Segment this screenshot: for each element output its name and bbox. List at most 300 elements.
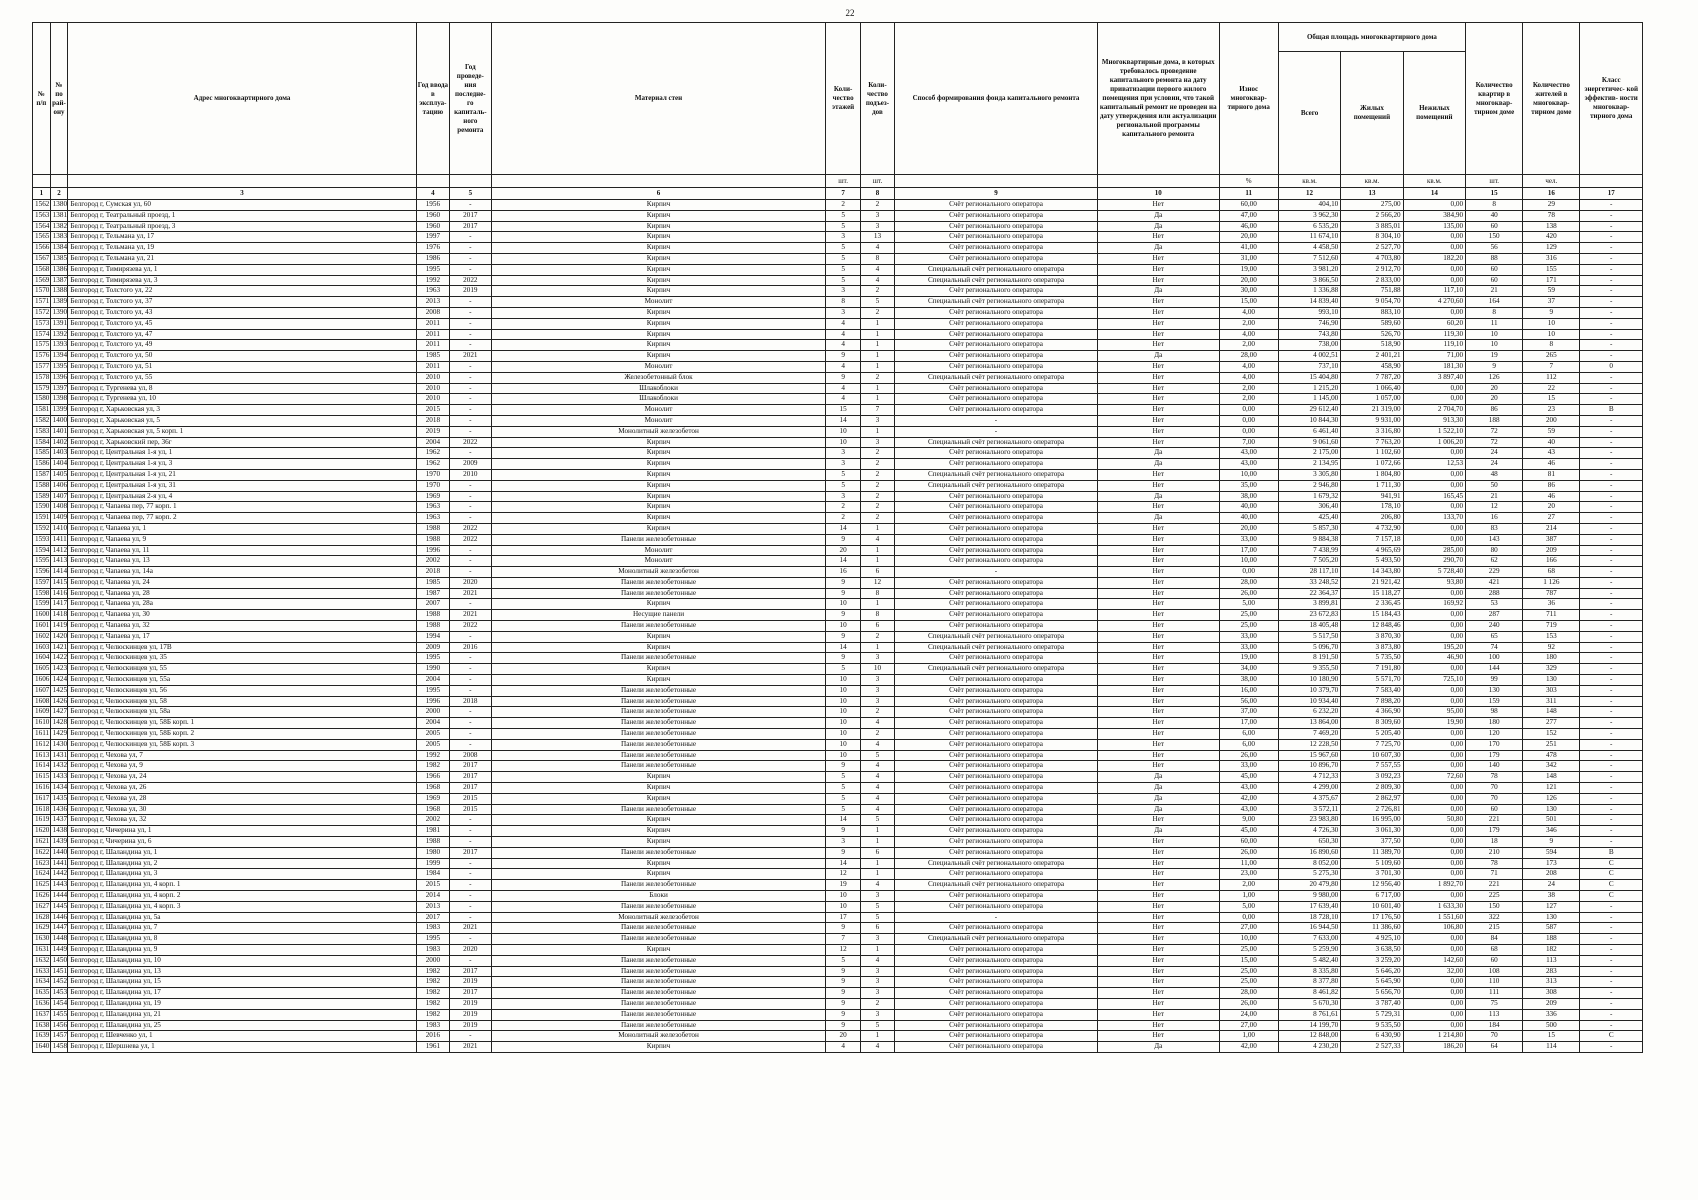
residents: 27 <box>1523 513 1580 524</box>
year-built: 1990 <box>416 664 449 675</box>
area-residential: 3 787,40 <box>1341 998 1403 1009</box>
energy-class: - <box>1580 480 1643 491</box>
header-fund-method: Способ формирования фонда капитального ремонта <box>895 23 1098 175</box>
repair-required: Да <box>1097 513 1219 524</box>
fund-method: Счёт регионального оператора <box>895 653 1098 664</box>
wall-material: Панели железобетонные <box>491 977 826 988</box>
row-index: 1621 <box>33 837 51 848</box>
apartments: 288 <box>1466 588 1523 599</box>
energy-class: - <box>1580 1042 1643 1053</box>
district-index: 1414 <box>50 567 68 578</box>
apartments: 40 <box>1466 210 1523 221</box>
fund-method: Специальный счёт регионального оператора <box>895 934 1098 945</box>
address: Белгород г, Шаландина ул, 4 корп. 3 <box>68 901 416 912</box>
table-row <box>33 253 1643 264</box>
energy-class: - <box>1580 253 1643 264</box>
column-number: 14 <box>1403 188 1465 200</box>
floors: 9 <box>826 998 860 1009</box>
wear-percent: 47,00 <box>1219 210 1278 221</box>
district-index: 1423 <box>50 664 68 675</box>
residents: 500 <box>1523 1020 1580 1031</box>
residents: 171 <box>1523 275 1580 286</box>
year-built: 1983 <box>416 944 449 955</box>
area-residential: 11 389,70 <box>1341 847 1403 858</box>
energy-class: - <box>1580 437 1643 448</box>
wall-material: Панели железобетонные <box>491 988 826 999</box>
row-index: 1638 <box>33 1020 51 1031</box>
area-total: 7 469,20 <box>1278 729 1340 740</box>
header-area-total: Всего <box>1278 52 1340 175</box>
year-built: 1997 <box>416 232 449 243</box>
row-index: 1635 <box>33 988 51 999</box>
fund-method: Специальный счёт регионального оператора <box>895 880 1098 891</box>
address: Белгород г, Чичерина ул, 6 <box>68 837 416 848</box>
residents: 283 <box>1523 966 1580 977</box>
column-number: 4 <box>416 188 449 200</box>
wall-material: Панели железобетонные <box>491 1009 826 1020</box>
address: Белгород г, Центральная 1-я ул, 21 <box>68 469 416 480</box>
last-repair-year: 2017 <box>450 761 492 772</box>
fund-method: Счёт регионального оператора <box>895 351 1098 362</box>
address: Белгород г, Чапаева ул, 28 <box>68 588 416 599</box>
area-residential: 7 898,20 <box>1341 696 1403 707</box>
address: Белгород г, Челюскинцев ул, 55 <box>68 664 416 675</box>
address: Белгород г, Толстого ул, 47 <box>68 329 416 340</box>
address: Белгород г, Харьковский пер, 36г <box>68 437 416 448</box>
table-row <box>33 685 1643 696</box>
area-total: 17 639,40 <box>1278 901 1340 912</box>
row-index: 1562 <box>33 200 51 211</box>
area-nonresidential: 182,20 <box>1403 253 1465 264</box>
area-nonresidential: 0,00 <box>1403 685 1465 696</box>
apartments: 111 <box>1466 988 1523 999</box>
apartments: 210 <box>1466 847 1523 858</box>
wall-material: Кирпич <box>491 502 826 513</box>
residents: 10 <box>1523 329 1580 340</box>
area-residential: 1 057,00 <box>1341 394 1403 405</box>
area-residential: 9 931,00 <box>1341 415 1403 426</box>
address: Белгород г, Толстого ул, 51 <box>68 361 416 372</box>
area-total: 4 458,50 <box>1278 243 1340 254</box>
wear-percent: 43,00 <box>1219 783 1278 794</box>
district-index: 1449 <box>50 944 68 955</box>
floors: 4 <box>826 394 860 405</box>
district-index: 1384 <box>50 243 68 254</box>
last-repair-year: 2018 <box>450 696 492 707</box>
year-built: 2015 <box>416 405 449 416</box>
row-index: 1627 <box>33 901 51 912</box>
last-repair-year: 2017 <box>450 966 492 977</box>
entrances: 1 <box>860 523 894 534</box>
district-index: 1393 <box>50 340 68 351</box>
residents: 346 <box>1523 826 1580 837</box>
floors: 4 <box>826 340 860 351</box>
table-row <box>33 988 1643 999</box>
residents: 59 <box>1523 426 1580 437</box>
row-index: 1598 <box>33 588 51 599</box>
residents: 15 <box>1523 394 1580 405</box>
year-built: 1986 <box>416 253 449 264</box>
address: Белгород г, Чапаева пер, 77 корп. 1 <box>68 502 416 513</box>
area-nonresidential: 0,00 <box>1403 307 1465 318</box>
energy-class: - <box>1580 469 1643 480</box>
wear-percent: 26,00 <box>1219 750 1278 761</box>
wear-percent: 40,00 <box>1219 502 1278 513</box>
area-residential: 2 527,70 <box>1341 243 1403 254</box>
row-index: 1563 <box>33 210 51 221</box>
table-row <box>33 577 1643 588</box>
unit-cell <box>33 175 51 188</box>
residents: 7 <box>1523 361 1580 372</box>
wear-percent: 33,00 <box>1219 642 1278 653</box>
header-wall-material: Материал стен <box>491 23 826 175</box>
apartments: 70 <box>1466 1031 1523 1042</box>
floors: 9 <box>826 610 860 621</box>
area-residential: 3 870,30 <box>1341 631 1403 642</box>
entrances: 4 <box>860 880 894 891</box>
fund-method: Счёт регионального оператора <box>895 966 1098 977</box>
table-row <box>33 243 1643 254</box>
area-total: 3 962,30 <box>1278 210 1340 221</box>
apartments: 53 <box>1466 599 1523 610</box>
address: Белгород г, Челюскинцев ул, 58Б корп. 1 <box>68 718 416 729</box>
area-total: 738,00 <box>1278 340 1340 351</box>
wall-material: Монолитный железобетон <box>491 567 826 578</box>
column-number: 11 <box>1219 188 1278 200</box>
district-index: 1402 <box>50 437 68 448</box>
apartments: 150 <box>1466 232 1523 243</box>
repair-required: Нет <box>1097 318 1219 329</box>
last-repair-year: 2019 <box>450 1020 492 1031</box>
table-row <box>33 545 1643 556</box>
area-total: 6 232,20 <box>1278 707 1340 718</box>
wall-material: Панели железобетонные <box>491 729 826 740</box>
residents: 129 <box>1523 243 1580 254</box>
residents: 38 <box>1523 891 1580 902</box>
year-built: 2014 <box>416 891 449 902</box>
district-index: 1445 <box>50 901 68 912</box>
energy-class: В <box>1580 405 1643 416</box>
year-built: 2010 <box>416 394 449 405</box>
residents: 251 <box>1523 739 1580 750</box>
fund-method: Счёт регионального оператора <box>895 718 1098 729</box>
repair-required: Нет <box>1097 901 1219 912</box>
wear-percent: 46,00 <box>1219 221 1278 232</box>
district-index: 1410 <box>50 523 68 534</box>
header-area-group: Общая площадь многоквартирного дома <box>1278 23 1465 52</box>
wall-material: Кирпич <box>491 793 826 804</box>
area-total: 7 438,99 <box>1278 545 1340 556</box>
district-index: 1422 <box>50 653 68 664</box>
apartments: 421 <box>1466 577 1523 588</box>
wear-percent: 4,00 <box>1219 307 1278 318</box>
year-built: 1982 <box>416 966 449 977</box>
repair-required: Нет <box>1097 955 1219 966</box>
area-nonresidential: 0,00 <box>1403 944 1465 955</box>
area-nonresidential: 181,30 <box>1403 361 1465 372</box>
fund-method: Счёт регионального оператора <box>895 804 1098 815</box>
wear-percent: 34,00 <box>1219 664 1278 675</box>
district-index: 1382 <box>50 221 68 232</box>
address: Белгород г, Толстого ул, 22 <box>68 286 416 297</box>
repair-required: Нет <box>1097 567 1219 578</box>
column-number: 6 <box>491 188 826 200</box>
area-nonresidential: 5 728,40 <box>1403 567 1465 578</box>
residents: 92 <box>1523 642 1580 653</box>
floors: 9 <box>826 653 860 664</box>
wear-percent: 60,00 <box>1219 837 1278 848</box>
address: Белгород г, Челюскинцев ул, 55а <box>68 675 416 686</box>
apartments: 143 <box>1466 534 1523 545</box>
area-total: 1 679,32 <box>1278 491 1340 502</box>
address: Белгород г, Театральный проезд, 3 <box>68 221 416 232</box>
area-nonresidential: 0,00 <box>1403 977 1465 988</box>
area-residential: 5 646,20 <box>1341 966 1403 977</box>
wear-percent: 28,00 <box>1219 577 1278 588</box>
floors: 14 <box>826 523 860 534</box>
last-repair-year: 2021 <box>450 351 492 362</box>
area-total: 2 946,80 <box>1278 480 1340 491</box>
area-nonresidential: 3 897,40 <box>1403 372 1465 383</box>
floors: 4 <box>826 1042 860 1053</box>
last-repair-year: - <box>450 405 492 416</box>
energy-class: - <box>1580 210 1643 221</box>
wall-material: Кирпич <box>491 318 826 329</box>
entrances: 4 <box>860 718 894 729</box>
wall-material: Панели железобетонные <box>491 966 826 977</box>
wear-percent: 19,00 <box>1219 653 1278 664</box>
wall-material: Кирпич <box>491 858 826 869</box>
district-index: 1396 <box>50 372 68 383</box>
floors: 10 <box>826 750 860 761</box>
address: Белгород г, Чехова ул, 7 <box>68 750 416 761</box>
energy-class: - <box>1580 307 1643 318</box>
area-residential: 3 061,30 <box>1341 826 1403 837</box>
area-residential: 1 804,80 <box>1341 469 1403 480</box>
last-repair-year: - <box>450 491 492 502</box>
area-nonresidential: 165,45 <box>1403 491 1465 502</box>
repair-required: Нет <box>1097 1020 1219 1031</box>
row-index: 1586 <box>33 459 51 470</box>
repair-required: Нет <box>1097 675 1219 686</box>
last-repair-year: 2020 <box>450 577 492 588</box>
wall-material: Кирпич <box>491 523 826 534</box>
address: Белгород г, Толстого ул, 43 <box>68 307 416 318</box>
repair-required: Да <box>1097 351 1219 362</box>
wall-material: Кирпич <box>491 232 826 243</box>
area-nonresidential: 0,00 <box>1403 750 1465 761</box>
fund-method: Специальный счёт регионального оператора <box>895 642 1098 653</box>
entrances: 3 <box>860 221 894 232</box>
address: Белгород г, Театральный проезд, 1 <box>68 210 416 221</box>
year-built: 2013 <box>416 297 449 308</box>
address: Белгород г, Чапаева ул, 30 <box>68 610 416 621</box>
area-nonresidential: 0,00 <box>1403 804 1465 815</box>
address: Белгород г, Тимирязева ул, 3 <box>68 275 416 286</box>
repair-required: Нет <box>1097 426 1219 437</box>
table-row <box>33 631 1643 642</box>
fund-method: Счёт регионального оператора <box>895 383 1098 394</box>
repair-required: Нет <box>1097 621 1219 632</box>
repair-required: Нет <box>1097 1031 1219 1042</box>
year-built: 1968 <box>416 804 449 815</box>
energy-class: С <box>1580 1031 1643 1042</box>
last-repair-year: 2021 <box>450 923 492 934</box>
energy-class: - <box>1580 372 1643 383</box>
year-built: 1988 <box>416 621 449 632</box>
residents: 587 <box>1523 923 1580 934</box>
table-row <box>33 513 1643 524</box>
area-total: 16 944,50 <box>1278 923 1340 934</box>
wear-percent: 20,00 <box>1219 275 1278 286</box>
header-area-nonresidential: Нежилых помещений <box>1403 52 1465 175</box>
table-row <box>33 437 1643 448</box>
wear-percent: 26,00 <box>1219 847 1278 858</box>
fund-method: Счёт регионального оператора <box>895 923 1098 934</box>
area-nonresidential: 1 522,10 <box>1403 426 1465 437</box>
wear-percent: 43,00 <box>1219 448 1278 459</box>
repair-required: Да <box>1097 459 1219 470</box>
wall-material: Кирпич <box>491 340 826 351</box>
header-floors: Коли- чество этажей <box>826 23 860 175</box>
fund-method: Счёт регионального оператора <box>895 1031 1098 1042</box>
floors: 14 <box>826 642 860 653</box>
area-nonresidential: 12,53 <box>1403 459 1465 470</box>
repair-required: Нет <box>1097 405 1219 416</box>
entrances: 2 <box>860 307 894 318</box>
last-repair-year: 2019 <box>450 1009 492 1020</box>
last-repair-year: - <box>450 901 492 912</box>
address: Белгород г, Чехова ул, 26 <box>68 783 416 794</box>
area-nonresidential: 0,00 <box>1403 837 1465 848</box>
table-row <box>33 383 1643 394</box>
area-residential: 883,10 <box>1341 307 1403 318</box>
header-energy-class: Класс энергетичес- кой эффектив- ности многоквар- тирного дома <box>1580 23 1643 175</box>
last-repair-year: 2015 <box>450 793 492 804</box>
last-repair-year: - <box>450 253 492 264</box>
district-index: 1427 <box>50 707 68 718</box>
year-built: 1976 <box>416 243 449 254</box>
area-residential: 3 885,01 <box>1341 221 1403 232</box>
fund-method: Счёт регионального оператора <box>895 459 1098 470</box>
area-nonresidential: 0,00 <box>1403 696 1465 707</box>
apartments: 110 <box>1466 977 1523 988</box>
district-index: 1425 <box>50 685 68 696</box>
district-index: 1399 <box>50 405 68 416</box>
table-row <box>33 923 1643 934</box>
fund-method: Счёт регионального оператора <box>895 696 1098 707</box>
repair-required: Нет <box>1097 891 1219 902</box>
floors: 10 <box>826 901 860 912</box>
year-built: 2004 <box>416 718 449 729</box>
row-index: 1569 <box>33 275 51 286</box>
energy-class: - <box>1580 955 1643 966</box>
last-repair-year: 2021 <box>450 1042 492 1053</box>
floors: 10 <box>826 426 860 437</box>
area-residential: 178,10 <box>1341 502 1403 513</box>
area-nonresidential: 1 006,20 <box>1403 437 1465 448</box>
district-index: 1387 <box>50 275 68 286</box>
column-number: 17 <box>1580 188 1643 200</box>
address: Белгород г, Шаландина ул, 4 корп. 1 <box>68 880 416 891</box>
repair-required: Да <box>1097 793 1219 804</box>
last-repair-year: - <box>450 739 492 750</box>
row-index: 1605 <box>33 664 51 675</box>
residents: 153 <box>1523 631 1580 642</box>
wall-material: Кирпич <box>491 221 826 232</box>
energy-class: - <box>1580 415 1643 426</box>
year-built: 1995 <box>416 264 449 275</box>
energy-class: - <box>1580 588 1643 599</box>
area-residential: 5 493,50 <box>1341 556 1403 567</box>
energy-class: - <box>1580 750 1643 761</box>
residents: 40 <box>1523 437 1580 448</box>
wear-percent: 20,00 <box>1219 232 1278 243</box>
wall-material: Кирпич <box>491 351 826 362</box>
wall-material: Кирпич <box>491 869 826 880</box>
row-index: 1609 <box>33 707 51 718</box>
fund-method: Счёт регионального оператора <box>895 955 1098 966</box>
floors: 9 <box>826 534 860 545</box>
repair-required: Нет <box>1097 837 1219 848</box>
energy-class: - <box>1580 837 1643 848</box>
energy-class: - <box>1580 523 1643 534</box>
area-total: 5 482,40 <box>1278 955 1340 966</box>
fund-method: Счёт регионального оператора <box>895 793 1098 804</box>
wall-material: Монолит <box>491 297 826 308</box>
apartments: 130 <box>1466 685 1523 696</box>
table-row <box>33 459 1643 470</box>
wear-percent: 5,00 <box>1219 901 1278 912</box>
area-residential: 2 566,20 <box>1341 210 1403 221</box>
year-built: 1987 <box>416 588 449 599</box>
row-index: 1574 <box>33 329 51 340</box>
address: Белгород г, Челюскинцев ул, 58а <box>68 707 416 718</box>
row-index: 1618 <box>33 804 51 815</box>
unit-cell: кв.м. <box>1278 175 1340 188</box>
table-row <box>33 588 1643 599</box>
fund-method: Счёт регионального оператора <box>895 599 1098 610</box>
apartments: 60 <box>1466 264 1523 275</box>
entrances: 1 <box>860 361 894 372</box>
wear-percent: 37,00 <box>1219 707 1278 718</box>
repair-required: Нет <box>1097 361 1219 372</box>
wear-percent: 43,00 <box>1219 804 1278 815</box>
row-index: 1608 <box>33 696 51 707</box>
energy-class: - <box>1580 793 1643 804</box>
floors: 3 <box>826 307 860 318</box>
last-repair-year: - <box>450 361 492 372</box>
area-residential: 16 995,00 <box>1341 815 1403 826</box>
year-built: 2011 <box>416 329 449 340</box>
wall-material: Кирпич <box>491 459 826 470</box>
row-index: 1628 <box>33 912 51 923</box>
unit-cell <box>416 175 449 188</box>
area-total: 9 355,50 <box>1278 664 1340 675</box>
fund-method: - <box>895 912 1098 923</box>
wear-percent: 9,00 <box>1219 815 1278 826</box>
repair-required: Нет <box>1097 934 1219 945</box>
table-row <box>33 610 1643 621</box>
row-index: 1575 <box>33 340 51 351</box>
repair-required: Да <box>1097 243 1219 254</box>
last-repair-year: 2008 <box>450 750 492 761</box>
entrances: 2 <box>860 502 894 513</box>
entrances: 1 <box>860 394 894 405</box>
area-total: 14 199,70 <box>1278 1020 1340 1031</box>
table-row <box>33 372 1643 383</box>
floors: 9 <box>826 577 860 588</box>
